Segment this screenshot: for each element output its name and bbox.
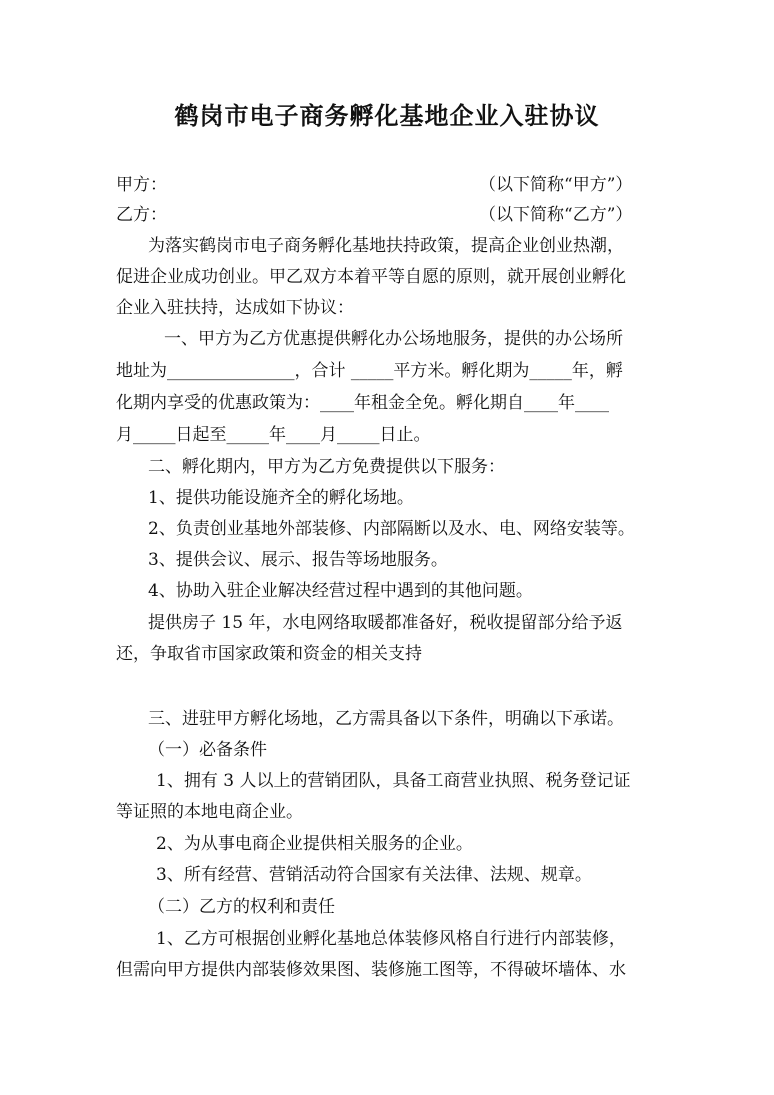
condition-item: 2、为从事电商企业提供相关服务的企业。 (156, 834, 473, 854)
subsection-heading: （二）乙方的权利和责任 (148, 897, 335, 917)
clause-2-item: 4、协助入驻企业解决经营过程中遇到的其他问题。 (148, 581, 533, 601)
preamble-line: 企业入驻扶持，达成如下协议： (116, 298, 354, 318)
note-line: 还，争取省市国家政策和资金的相关支持 (116, 644, 422, 664)
party-a-abbr: （以下简称“甲方”） (479, 175, 633, 195)
clause-2-heading: 二、孵化期内，甲方为乙方免费提供以下服务： (148, 457, 505, 477)
condition-item: 1、拥有 3 人以上的营销团队，具备工商营业执照、税务登记证 (156, 771, 631, 791)
clause-1-line: 地址为_______________，合计 _____平方米。孵化期为_____年，孵 (116, 361, 623, 381)
condition-item: 3、所有经营、营销活动符合国家有关法律、法规、规章。 (156, 865, 592, 885)
condition-item: 等证照的本地电商企业。 (116, 802, 303, 822)
party-b-abbr: （以下简称“乙方”） (479, 205, 633, 225)
clause-1-line: 化期内享受的优惠政策为：____年租金全免。孵化期自____年____ (116, 393, 609, 413)
rights-item: 1、乙方可根据创业孵化基地总体装修风格自行进行内部装修， (156, 929, 626, 949)
clause-2-item: 2、负责创业基地外部装修、内部隔断以及水、电、网络安装等。 (148, 519, 635, 539)
document-title: 鹤岗市电子商务孵化基地企业入驻协议 (174, 101, 600, 130)
clause-3-heading: 三、进驻甲方孵化场地，乙方需具备以下条件，明确以下承诺。 (148, 709, 624, 729)
subsection-heading: （一）必备条件 (148, 740, 267, 760)
clause-2-item: 1、提供功能设施齐全的孵化场地。 (148, 488, 414, 508)
preamble-line: 促进企业成功创业。甲乙双方本着平等自愿的原则，就开展创业孵化 (116, 267, 626, 287)
party-a-label: 甲方： (116, 175, 167, 195)
clause-1-line: 月_____日起至_____年____月_____日止。 (116, 425, 431, 445)
rights-item: 但需向甲方提供内部装修效果图、装修施工图等，不得破坏墙体、水 (116, 960, 626, 980)
party-b-label: 乙方： (116, 205, 167, 225)
clause-2-item: 3、提供会议、展示、报告等场地服务。 (148, 550, 448, 570)
preamble-line: 为落实鹤岗市电子商务孵化基地扶持政策，提高企业创业热潮， (148, 236, 624, 256)
clause-1-line: 一、甲方为乙方优惠提供孵化办公场地服务，提供的办公场所 (164, 329, 623, 349)
note-line: 提供房子 15 年，水电网络取暖都准备好，税收提留部分给予返 (148, 613, 623, 633)
